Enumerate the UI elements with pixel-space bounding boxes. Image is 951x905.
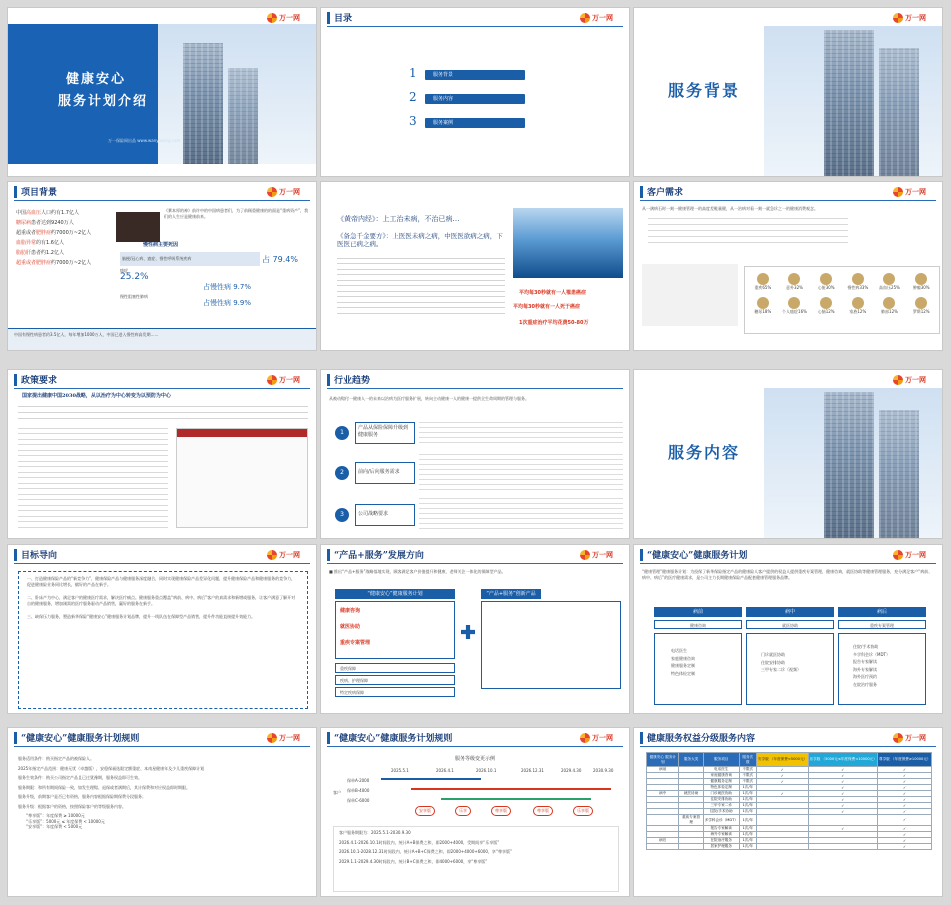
section-title: 服务内容	[668, 443, 741, 462]
brand-logo	[267, 12, 311, 24]
slide-7-policy[interactable]	[7, 369, 317, 539]
slide-12-plan[interactable]	[633, 544, 943, 714]
donut-icon	[788, 273, 800, 285]
goal-paragraph: 二、卧床产为中心，满足客户的健康医疗需求，解决医疗痛点。健康服务重点覆盖“病前、病中、病后”客户的真需求和新增或服务，让客户满意了解开对自的健康服务，增加刚需的医疗服务驱动产品销售，赢好的服务在新手。	[27, 595, 296, 606]
cover-title-line1: 健康安心	[66, 72, 127, 87]
tier-badge: 乐享	[455, 806, 471, 816]
table-row: 居家护理服务 1次/年 ✓	[647, 844, 932, 850]
bottom-item: 特定疾病保障	[335, 687, 455, 697]
table-row: 海外专家解读 1次/年 ✓	[647, 832, 932, 838]
iceberg-image	[513, 208, 623, 278]
phase-header: 病前	[654, 607, 742, 617]
notes-box: 客户服务期限为：2025.5.1-2030.9.30 2026.4.1-2026.10.1时间段内，统计A+B保费之和，即2000+4000，受期间享“乐享版” 2026.10.1-2028.12.31时间段内，统计A+B+C保费之和，即2000+4000+6000，享“尊享版” 2029.1.1-2029.4.30时间段内，统计B+C保费之和，即4000+6000，享“尊享版”	[333, 826, 619, 892]
step-number: 1	[335, 426, 349, 440]
cover-building-image	[183, 43, 223, 164]
logo-icon	[267, 733, 277, 743]
toc-item[interactable]: 服务案例	[425, 118, 525, 128]
logo-icon	[267, 13, 277, 23]
table-row: 病中 就医协助 门诊就医协助 1次/年 ✓ ✓ ✓	[647, 791, 932, 797]
donut-icon	[915, 273, 927, 285]
lead-text: 从被动赔付一健康人一的未来以治病为医疗服务扩展，转向主动健康一人的健康一提供全生命周期的管理与服务。	[329, 396, 529, 401]
table-row: 病前 电话医生 不限次 ✓ ✓ ✓	[647, 767, 932, 773]
tier-badge: 乐享版	[573, 806, 593, 816]
table-row: 家庭健康咨询 不限次 ✓ ✓ ✓	[647, 773, 932, 779]
donut-icon	[757, 273, 769, 285]
logo-icon	[893, 187, 903, 197]
quote-text: 《赛本厚的神》前许中的中国病患者们，为了前顾重健康的的面是“重病资产”，我们的人生应是健康前来。	[164, 208, 309, 219]
table-row: 三甲专家二诊 1次/年 ✓ ✓	[647, 803, 932, 809]
stat-line: 血脂异常的有1.6亿人	[16, 240, 64, 246]
slide-header: “健康安心”健康服务计划	[647, 551, 748, 561]
plus-icon	[461, 625, 475, 639]
slide-1-cover[interactable]	[7, 7, 317, 177]
slide-10-goals[interactable]	[7, 544, 317, 714]
toc-num: 1	[409, 66, 417, 80]
donut-grid	[744, 266, 940, 334]
side-text-panel	[642, 264, 738, 326]
donut-item: 心脑12%	[810, 297, 842, 315]
step-desc	[419, 498, 623, 530]
slide-header: 行业趋势	[334, 376, 371, 386]
logo-icon	[893, 13, 903, 23]
slide-header: 目标导向	[21, 551, 58, 561]
table-row: 健康服务定制 不限次 ✓ ✓ ✓	[647, 779, 932, 785]
slide-14-tier-example[interactable]: “健康安心”健康服务计划规则 万一网 服务等级变更示例 2025.5.1 2026.4.1 2026.10.1 2026.12.31 2029.4.30 2030.9.30 客户 保单A-2000 保单B-4000 保单C-6000 安享版 乐享 尊享版 尊享版 乐享版 客户服务期限为：2025.5.1-2030.9.30 2026.4.1-2026.10.1时间段内，统计A+B保费之和，即2000+4000，受期间享“乐享版” 2026.10.1-2028.12.31时间段内，统计A+B+C保费之和，即2000+4000+6000，享“尊享版” 2029.1.1-2029.4.30时间段内，统计B+C保费之和，即4000+6000，享“尊享版”	[320, 727, 630, 897]
policy-bar	[441, 798, 591, 800]
brand-logo: 万一网	[580, 549, 624, 561]
logo-icon	[893, 550, 903, 560]
service-list: 住院/手术协助 多学科会诊（MDT） 报告专家解读 海外专家解读 海外医疗预约 在院治疗服务	[838, 633, 926, 705]
slide-2-toc[interactable]	[320, 7, 630, 177]
phase-header: 病后	[838, 607, 926, 617]
slide-header: “产品+服务”发展方向	[334, 551, 424, 561]
toc-item[interactable]: 服务背景	[425, 70, 525, 80]
toc-num: 2	[409, 90, 417, 104]
goal-paragraph: 一、打造健康保险产品的“新竞争力”，健康保险产品与健康服务深度融合，同时实现健康保险产品差异化问题，提升健康保险产品和健康服务的竞争力，促进健康险业务同比增长，赋好的产品在新手。	[27, 576, 296, 587]
quote-2: 《备急千金要方》：上医医未病之病，中医医欲病之病，下医医已病之病。	[337, 232, 503, 248]
step-number: 3	[335, 508, 349, 522]
rules-list: 服务适用条件：购买指定产品的被保险人。 2025年指定产品范围：健康无忧（卓越版），安稳保福选限定额重症、本南星健康年及少儿重疾保障计划 服务生效条件：购买公司指定产品且已过犹豫期，服务权益即可生效。 服务期限：和所有期间保险一致，如发生理赔、退保或者满期后，其计保费和对应权益即时期限。 服务升级，前期客户是否已有资格，服务内容根据保险期保费分段服务； 服务升级：根据客户的资格，按照保险客户的等级服务内容。 “尊享版”：年度保费 ≥ 10000元 “乐享版”：5000元 ≤ 年度保费 < 10000元 “安享版”：年度保费 < 5000元	[18, 756, 205, 829]
stat-line: 超重或者肥胖症约7000万~2亿人	[16, 260, 92, 266]
chart-value: 占慢性病 9.7%	[203, 283, 252, 291]
tier-badge: 安享版	[415, 806, 435, 816]
slide-header: “健康安心”健康服务计划规则	[334, 734, 453, 744]
slide-6-demand[interactable]	[633, 181, 943, 351]
brand-logo: 万一网	[267, 549, 311, 561]
table-row: 病后 在院治疗服务 1次/年 ✓	[647, 838, 932, 844]
chart-label: 慢性阻塞性肺病	[120, 294, 148, 299]
slide-header: “健康安心”健康服务计划规则	[21, 734, 140, 744]
body-text	[648, 218, 848, 246]
logo-icon	[580, 733, 590, 743]
slide-4-background[interactable]	[7, 181, 317, 351]
donut-icon	[820, 297, 832, 309]
policy-bar	[381, 778, 481, 780]
table-row: 特色体检定制 1次/年 ✓ ✓	[647, 785, 932, 791]
section-building-image	[824, 392, 874, 539]
donut-item: 慢性病33%	[842, 273, 874, 291]
brand-logo: 万一网	[580, 12, 624, 24]
service-list: 电话医生 家庭健康咨询 健康服务定制 特色体检定制	[654, 633, 742, 705]
stat-highlight: 平均每30秒就有一人死于癌症	[513, 304, 580, 310]
brand-logo: 万一网	[267, 374, 311, 386]
bottom-item: 重疾保障	[335, 663, 455, 673]
logo-icon	[267, 550, 277, 560]
section-building-image-2	[879, 48, 919, 177]
slide-header: 项目背景	[21, 188, 58, 198]
slide-8-trend[interactable]	[320, 369, 630, 539]
phase-sub: 健康咨询	[654, 620, 742, 629]
cover-building-image-2	[228, 68, 258, 164]
slide-header: 健康服务权益分级服务内容	[647, 734, 756, 744]
policy-document-image	[176, 428, 308, 528]
logo-icon	[893, 375, 903, 385]
table-row: 重疾专案管理 多学科会诊（MDT） 1次/年 ✓	[647, 815, 932, 826]
logo-text: 万一网	[279, 14, 300, 22]
section-title: 服务背景	[668, 81, 741, 100]
donut-item: 肺部12%	[874, 297, 906, 315]
body-text	[337, 258, 505, 318]
stat-line: 脂肪肝患者约1.2亿人	[16, 250, 64, 256]
stat-highlight: 1次重症治疗平均花费50-80万	[519, 320, 589, 326]
lead-text: ■ 推出“产品+服务”战略落地实现，顾客满足客户价值提升和健康，老师关注一体化的保障型产品。	[329, 569, 506, 574]
slide-15-benefit-table[interactable]	[633, 727, 943, 897]
slide-5-quotes[interactable]	[320, 181, 630, 351]
brand-logo: 万一网	[267, 186, 311, 198]
stat-line: 糖尿病患者达到9240万人	[16, 220, 74, 226]
bottom-item: 疾病、护理保障	[335, 675, 455, 685]
chart-value: 占慢性病 9.9%	[203, 299, 252, 307]
donut-icon	[883, 297, 895, 309]
logo-icon	[893, 733, 903, 743]
lead-text: 从一满病石时一刻一健康管理一的高度差鞋量健，从一治病对看一刻一就急诊之一的健康消费观念。	[642, 206, 818, 211]
donut-icon	[852, 273, 864, 285]
phase-sub: 就医协助	[746, 620, 834, 629]
section-building-image-2	[879, 410, 919, 539]
brand-logo: 万一网	[580, 732, 624, 744]
step-box: 公司战略要求	[355, 504, 415, 526]
stat-line: 超重或者肥胖症约7000万~2亿人	[16, 230, 92, 236]
tier-badge: 尊享版	[533, 806, 553, 816]
chart-label: 癌症	[120, 268, 128, 273]
lead-text: 国家提出健康中国2030战略，从以治疗为中心转变为以预防为中心	[22, 393, 171, 399]
toc-item[interactable]: 服务内容	[425, 94, 525, 104]
chart-label: 脑梗/冠心病、癌症、慢性呼吸系统疾病	[122, 256, 192, 261]
phase-sub: 重疾专案管理	[838, 620, 926, 629]
donut-icon	[852, 297, 864, 309]
goals-box	[18, 571, 308, 709]
policy-bar	[411, 788, 611, 790]
section-building-image	[824, 30, 874, 177]
toc-num: 3	[409, 114, 417, 128]
goal-paragraph: 三、缺保压力服务，塑造新华保险“健康安心”健康服务计划品牌，提升一线队伍在保障型产品销售，提升件功能直接提升效能力。	[27, 614, 256, 619]
cover-title-line2: 服务计划介绍	[58, 94, 149, 109]
slide-3-section[interactable]	[633, 7, 943, 177]
stat-highlight: 平均每30秒就有一人罹患癌症	[519, 290, 586, 296]
logo-icon	[580, 550, 590, 560]
phase-header: 病中	[746, 607, 834, 617]
tier-badge: 尊享版	[491, 806, 511, 816]
step-desc	[419, 422, 623, 444]
slide-13-rules[interactable]	[7, 727, 317, 897]
bottom-note: 中国有慢性病患者约3.5亿人，每年增加1000万人，中国已进入慢性病高发期……	[8, 328, 316, 350]
slide-9-section[interactable]	[633, 369, 943, 539]
slide-header: 政策要求	[21, 376, 58, 386]
donut-item: 个人癌症16%	[779, 297, 811, 315]
logo-icon	[267, 375, 277, 385]
plan-title: “健康安心”健康服务计划	[335, 589, 455, 599]
lead-text: “健康管理”健康服务计划：为投保了新华保险指定产品的健康险人客户提供的权益人提供重疾专案管理，健康咨询，就医协助等健康管理服务，充分满足客户“病前、病中、病后”的医疗健康需求，是公司主力长期健康保险产品配套健康管理服务品牌。	[642, 569, 933, 580]
product-title: “产品+服务”创新产品	[481, 589, 541, 599]
donut-item: 高血压25%	[874, 273, 906, 291]
slide-header: 客户需求	[647, 188, 684, 198]
donut-icon	[915, 297, 927, 309]
table-row: 报告专家解读 1次/年 ✓ ✓	[647, 826, 932, 832]
step-number: 2	[335, 466, 349, 480]
quote-1: 《黄帝内经》：上工治未病，不治已病…	[337, 215, 460, 223]
table-row: 住院安排协助 1次/年 ✓ ✓	[647, 797, 932, 803]
chart-title: 服务等级变更示例	[454, 756, 495, 762]
product-box	[481, 601, 621, 689]
plan-box: 健康咨询 就医协助 重疾专案管理	[335, 601, 455, 659]
donut-item: 糖尿18%	[747, 297, 779, 315]
crowd-image	[116, 212, 160, 242]
donut-icon	[788, 297, 800, 309]
donut-item: 肿瘤30%	[905, 273, 937, 291]
brand-logo: 万一网	[893, 12, 937, 24]
brand-logo: 万一网	[893, 549, 937, 561]
table-row: 住院/手术协助 1次/年 ✓ ✓	[647, 809, 932, 815]
donut-item: 重疾65%	[747, 273, 779, 291]
header-bar	[327, 12, 330, 24]
donut-item: 罗斯12%	[905, 297, 937, 315]
slide-11-product-service[interactable]	[320, 544, 630, 714]
slide-header: 目录	[334, 14, 353, 24]
step-box: 产品从保险保障升级到健康服务	[355, 422, 415, 444]
chart-value: 25.2%	[120, 272, 149, 282]
cover-footer: 万一保险网出品 www.wanyiwang.com	[108, 138, 181, 143]
brand-logo: 万一网	[893, 732, 937, 744]
logo-icon	[267, 187, 277, 197]
donut-icon	[757, 297, 769, 309]
stats-list	[16, 210, 116, 267]
service-list: 门诊就医协助 住院安排协助 三甲专家二诊（视频）	[746, 633, 834, 705]
body-text	[18, 406, 308, 422]
policy-list	[18, 428, 168, 528]
step-box: 前向/后向服务需求	[355, 462, 415, 484]
brand-logo: 万一网	[893, 374, 937, 386]
chart-title: 慢性病主要死因	[143, 242, 179, 248]
donut-item: 家族12%	[842, 297, 874, 315]
chart-value: 占 79.4%	[262, 255, 298, 264]
donut-item: 意外32%	[779, 273, 811, 291]
donut-icon	[820, 273, 832, 285]
stat-line: 中国高血压人口约有1.7亿人	[16, 210, 79, 216]
customer-label: 客户	[333, 790, 341, 795]
donut-icon	[883, 273, 895, 285]
brand-logo: 万一网	[267, 732, 311, 744]
step-desc	[419, 454, 623, 492]
donut-item: 心脏30%	[810, 273, 842, 291]
benefit-table: 健康安心 服务计划 服务大类 服务项目 服务次数 安享版 （年度保费<5000元） 乐享版 （5000元≤年度保费<10000元） 尊享版 （年度保费≥10000元） 病前 电话医生 不限次 ✓ ✓ ✓ 家庭健康咨询 不限次 ✓ ✓ ✓ 健康服务定制 不限次 ✓ ✓ ✓ 特色体检定制 1次/年 ✓ ✓ 病中 就医协助 门诊就医协助 1次/年 ✓ ✓ ✓ 住院安排协助 1次/年 ✓ ✓ 三甲专家二诊 1次/年 ✓ ✓ 住院/手术协助 1次/年 ✓ ✓ 重疾专案管理 多学科会诊（MDT） 1次/年 ✓ 报告专家解读 1次/年 ✓ ✓ 海外专家解读 1次/年 ✓ 病后 在院治疗服务 1次/年 ✓ 居家护理服务 1次/年 ✓	[646, 752, 932, 850]
logo-icon	[580, 13, 590, 23]
brand-logo: 万一网	[893, 186, 937, 198]
